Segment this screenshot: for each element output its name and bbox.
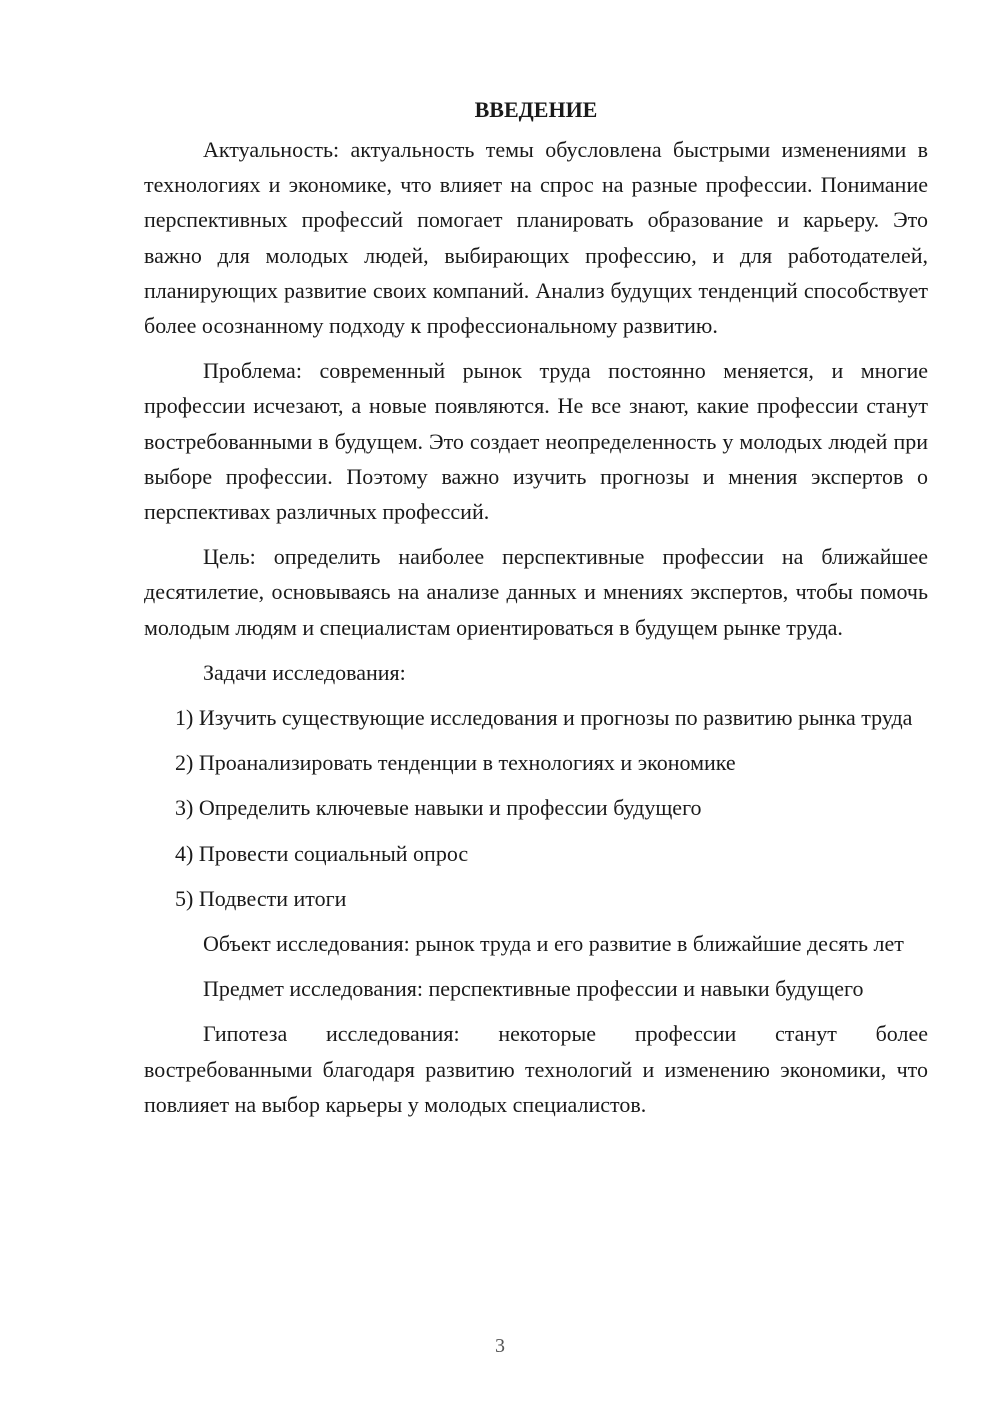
task-item-1: 1) Изучить существующие исследования и прогнозы по развитию рынка труда	[175, 705, 913, 731]
paragraph-subject: Предмет исследования: перспективные профессии и навыки будущего	[203, 976, 864, 1002]
paragraph-relevance: Актуальность: актуальность темы обусловлена быстрыми изменениями в технологиях и экономике, что влияет на спрос на разные профессии. Понимание перспективных профессий помогает планировать образование и карьеру. Это важно для молодых людей, выбирающих профессию, и для работодателей, планирующих развитие своих компаний. Анализ будущих тенденций способствует более осознанному подходу к профессиональному развитию.	[144, 137, 928, 339]
paragraph-goal: Цель: определить наиболее перспективные профессии на ближайшее десятилетие, основываясь на анализе данных и мнениях экспертов, чтобы помочь молодым людям и специалистам ориентироваться в будущем рынке труда.	[144, 544, 928, 640]
task-item-5: 5) Подвести итоги	[175, 885, 347, 911]
task-item-3: 3) Определить ключевые навыки и профессии будущего	[175, 795, 702, 821]
document-page	[144, 92, 928, 1132]
page-number: 3	[495, 1335, 505, 1357]
tasks-title: Задачи исследования:	[203, 659, 406, 685]
task-item-2: 2) Проанализировать тенденции в технологиях и экономике	[175, 750, 736, 776]
paragraph-object: Объект исследования: рынок труда и его развитие в ближайшие десять лет	[203, 931, 904, 957]
paragraph-problem: Проблема: современный рынок труда постоянно меняется, и многие профессии исчезают, а новые появляются. Не все знают, какие профессии станут востребованными в будущем. Это создает неопределенность у молодых людей при выборе профессии. Поэтому важно изучить прогнозы и мнения экспертов о перспективах различных профессий.	[144, 358, 928, 525]
paragraph-hypothesis: Гипотеза исследования: некоторые профессии станут более востребованными благодаря развитию технологий и изменению экономики, что повлияет на выбор карьеры у молодых специалистов.	[144, 1021, 928, 1117]
section-heading: ВВЕДЕНИЕ	[474, 97, 598, 122]
task-item-4: 4) Провести социальный опрос	[175, 840, 469, 866]
